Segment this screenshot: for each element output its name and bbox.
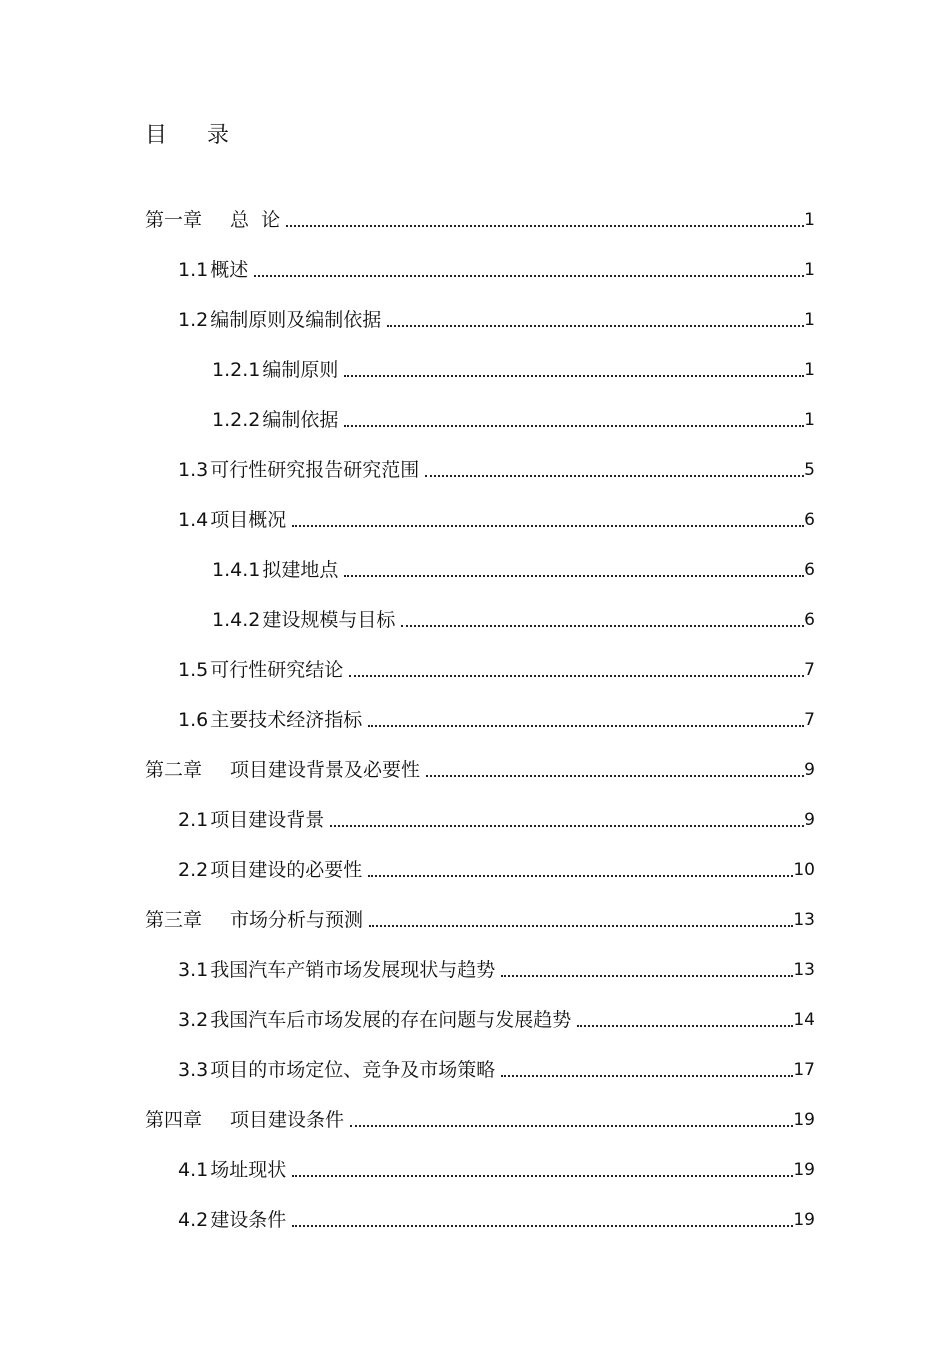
toc-entry-label [178,457,419,483]
toc-entry-number: 1.5 [178,659,209,681]
toc-dot-leader [387,325,804,327]
toc-entry[interactable] [178,1057,815,1083]
toc-entry-label [178,1157,286,1183]
toc-entry-label [178,307,381,333]
toc-entry-page: 19 [793,1160,815,1180]
toc-entry[interactable] [178,507,815,533]
toc-entry-page: 5 [804,460,815,480]
toc-entry-title: 项目建设背景 [210,809,325,831]
toc-entry-title: 我国汽车后市场发展的存在问题与发展趋势 [210,1009,572,1031]
toc-entry-page: 7 [804,710,815,730]
toc-entry-page: 9 [804,760,815,780]
toc-entry-number: 第一章 [145,209,203,231]
toc-entry-title: 市场分析与预测 [230,909,364,931]
toc-dot-leader [501,1075,793,1077]
toc-entry[interactable] [145,1107,815,1133]
toc-entry-page: 19 [793,1110,815,1130]
toc-entry-number: 3.2 [178,1009,209,1031]
toc-entry-page: 19 [793,1210,815,1230]
toc-entry-number: 2.2 [178,859,209,881]
toc-entry-title: 可行性研究结论 [210,659,344,681]
toc-entry-label [178,807,324,833]
toc-entry[interactable] [178,457,815,483]
toc-entry-number: 1.2 [178,309,209,331]
toc-entry-label [212,557,338,583]
toc-entry-number: 1.2.1 [212,359,261,381]
toc-dot-leader [368,875,793,877]
toc-entry-number: 3.3 [178,1059,209,1081]
toc-entry-number: 4.2 [178,1209,209,1231]
toc-entry-title: 项目建设条件 [230,1109,345,1131]
toc-entry-number: 3.1 [178,959,209,981]
toc-entry-label [178,657,343,683]
toc-entry-number: 第二章 [145,759,203,781]
toc-entry[interactable] [178,657,815,683]
toc-dot-leader [426,775,804,777]
toc-entry-title: 项目建设背景及必要性 [230,759,421,781]
toc-entry-label [178,257,248,283]
toc-entry-number: 1.4.1 [212,559,261,581]
toc-entry-label [178,957,495,983]
toc-entry-page: 1 [804,210,815,230]
toc-entry-title: 场址现状 [210,1159,287,1181]
toc-entry-title: 拟建地点 [262,559,339,581]
toc-entry-page: 13 [793,960,815,980]
toc-entry-number: 1.4 [178,509,209,531]
toc-entry[interactable] [178,957,815,983]
toc-entry-number: 1.1 [178,259,209,281]
toc-dot-leader [292,525,804,527]
toc-entry[interactable] [145,207,815,233]
toc-entry-number: 第四章 [145,1109,203,1131]
toc-entry-page: 1 [804,360,815,380]
toc-entry-label [178,857,362,883]
toc-entry-page: 1 [804,310,815,330]
toc-entry[interactable] [178,707,815,733]
toc-entry-title: 概述 [210,259,249,281]
toc-entry-page: 1 [804,260,815,280]
toc-entry-label [212,357,338,383]
toc-dot-leader [344,375,804,377]
toc-entry-title: 建设条件 [210,1209,287,1231]
toc-dot-leader [344,575,804,577]
toc-entry-number: 1.3 [178,459,209,481]
toc-entry[interactable] [178,257,815,283]
toc-entry[interactable] [178,307,815,333]
toc-dot-leader [349,675,804,677]
toc-entry[interactable] [212,407,815,433]
toc-entry-page: 10 [793,860,815,880]
toc-entry-page: 13 [793,910,815,930]
toc-dot-leader [330,825,804,827]
toc-dot-leader [368,725,804,727]
toc-entry-page: 1 [804,410,815,430]
toc-entry[interactable] [178,857,815,883]
toc-entry-number: 第三章 [145,909,203,931]
toc-entry-label [178,1207,286,1233]
toc-entry-title: 建设规模与目标 [262,609,396,631]
toc-entry[interactable] [145,757,815,783]
toc-dot-leader [369,925,793,927]
toc-heading-left: 目 [145,123,168,148]
toc-entry[interactable] [212,557,815,583]
toc-dot-leader [254,275,804,277]
toc-dot-leader [286,225,804,227]
toc-dot-leader [292,1225,793,1227]
toc-entry-title: 编制依据 [262,409,339,431]
toc-entry[interactable] [178,1007,815,1033]
toc-entry-label [178,707,362,733]
toc-dot-leader [344,425,804,427]
toc-entry-title: 可行性研究报告研究范围 [210,459,420,481]
toc-entry-label [145,907,363,933]
toc-entry-title: 编制原则及编制依据 [210,309,382,331]
toc-entry-number: 1.2.2 [212,409,261,431]
toc-entry-label [178,507,286,533]
toc-entry-title: 编制原则 [262,359,339,381]
toc-entry-title: 总 论 [230,209,281,231]
toc-entry-page: 6 [804,560,815,580]
toc-entry-number: 4.1 [178,1159,209,1181]
toc-entry-number: 1.4.2 [212,609,261,631]
toc-dot-leader [292,1175,793,1177]
toc-entry-label [178,1057,495,1083]
toc-entry-title: 主要技术经济指标 [210,709,363,731]
toc-entry-title: 项目的市场定位、竞争及市场策略 [210,1059,496,1081]
toc-entry-page: 6 [804,610,815,630]
toc-entry[interactable] [145,907,815,933]
toc-entry-label [212,607,395,633]
toc-entry-number: 1.6 [178,709,209,731]
toc-entry-label [145,1107,344,1133]
toc-entry-label [212,407,338,433]
toc-entry-page: 6 [804,510,815,530]
toc-dot-leader [501,975,793,977]
toc-entry-label [178,1007,571,1033]
toc-entry[interactable] [178,1207,815,1233]
toc-entry-title: 项目建设的必要性 [210,859,363,881]
toc-entry-title: 我国汽车产销市场发展现状与趋势 [210,959,496,981]
toc-entry-label [145,757,420,783]
toc-entry-page: 17 [793,1060,815,1080]
toc-entry-number: 2.1 [178,809,209,831]
toc-dot-leader [401,625,804,627]
toc-entry-label [145,207,280,233]
toc-entry-title: 项目概况 [210,509,287,531]
toc-entry-page: 7 [804,660,815,680]
toc-dot-leader [577,1025,793,1027]
toc-entry-page: 9 [804,810,815,830]
toc-entry[interactable] [212,607,815,633]
toc-heading-right: 录 [207,123,230,148]
toc-entry[interactable] [212,357,815,383]
toc-entry[interactable] [178,807,815,833]
toc-dot-leader [350,1125,793,1127]
toc-entry[interactable] [178,1157,815,1183]
toc-entry-page: 14 [793,1010,815,1030]
toc-dot-leader [425,475,804,477]
